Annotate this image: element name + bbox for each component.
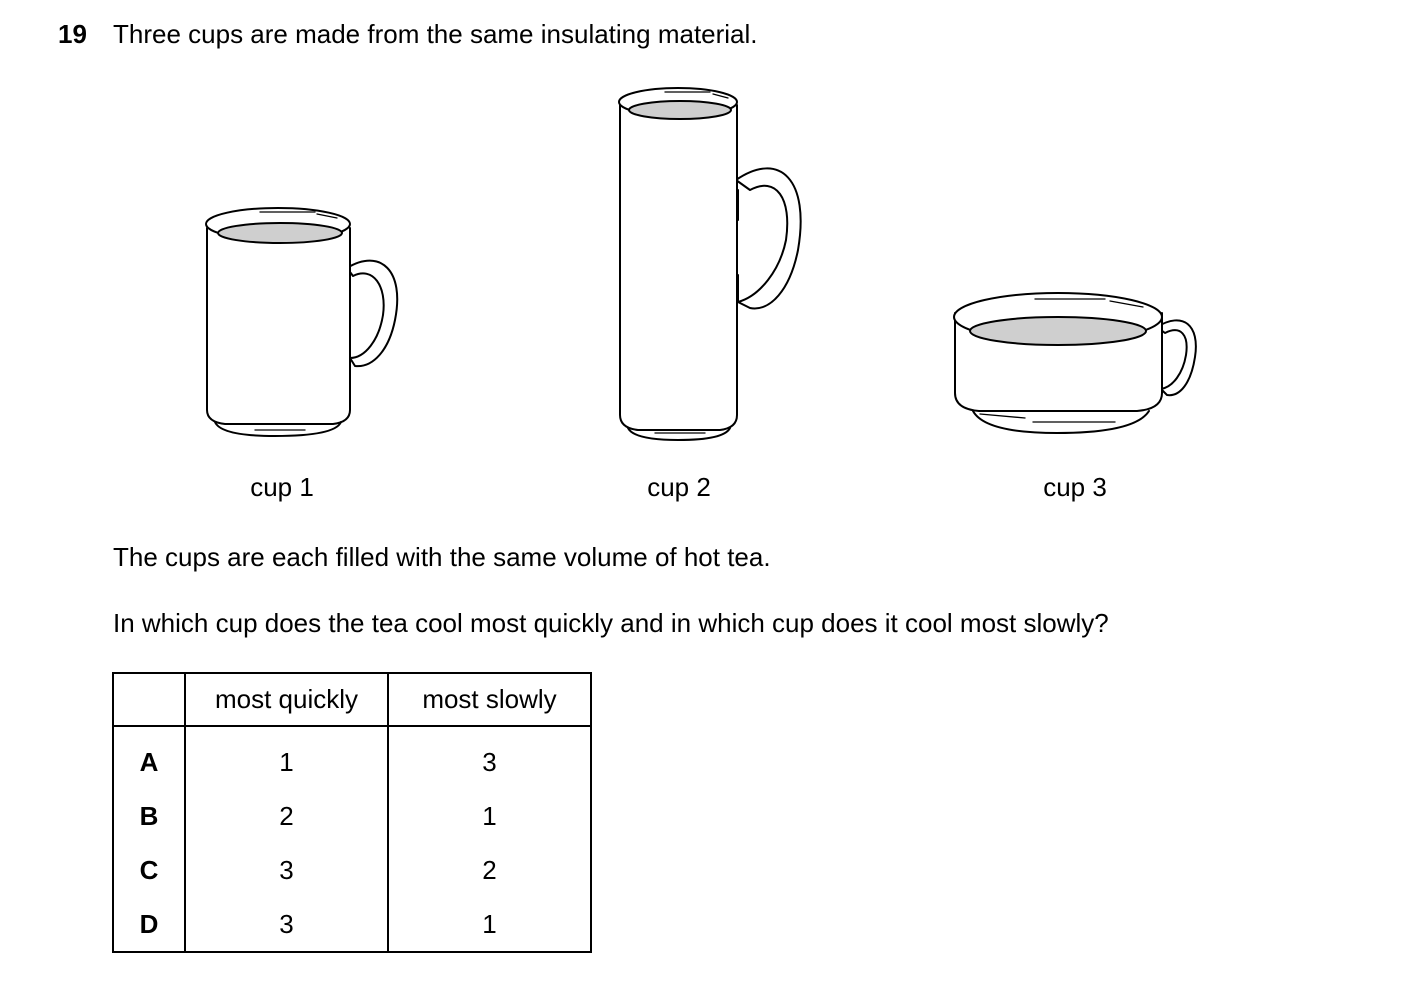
option-letter: C <box>113 843 185 897</box>
statement-text: The cups are each filled with the same volume of hot tea. <box>113 542 771 572</box>
option-letter: B <box>113 789 185 843</box>
header-most-slowly: most slowly <box>388 673 591 726</box>
cup-2-label: cup 2 <box>647 472 711 502</box>
option-row-b[interactable] <box>113 789 591 843</box>
most-quickly-value: 2 <box>185 789 388 843</box>
cup-3-label: cup 3 <box>1043 472 1107 502</box>
header-blank-cell <box>113 673 185 726</box>
cup-2-illustration <box>610 80 830 450</box>
header-most-quickly: most quickly <box>185 673 388 726</box>
option-row-c[interactable] <box>113 843 591 897</box>
question-intro: Three cups are made from the same insulating material. <box>113 19 758 49</box>
most-slowly-value: 1 <box>388 897 591 952</box>
cup-1-illustration <box>195 200 415 440</box>
most-quickly-value: 3 <box>185 897 388 952</box>
option-row-a[interactable] <box>113 726 591 789</box>
most-quickly-value: 3 <box>185 843 388 897</box>
most-slowly-value: 3 <box>388 726 591 789</box>
option-letter: A <box>113 726 185 789</box>
cup-3-illustration <box>945 285 1205 455</box>
option-row-d[interactable] <box>113 897 591 952</box>
most-slowly-value: 2 <box>388 843 591 897</box>
question-number: 19 <box>58 19 87 49</box>
cup-1-label: cup 1 <box>250 472 314 502</box>
table-header-row <box>113 673 591 726</box>
answer-options-table <box>112 672 592 953</box>
most-quickly-value: 1 <box>185 726 388 789</box>
prompt-text: In which cup does the tea cool most quickly and in which cup does it cool most slowly? <box>113 608 1109 638</box>
option-letter: D <box>113 897 185 952</box>
most-slowly-value: 1 <box>388 789 591 843</box>
